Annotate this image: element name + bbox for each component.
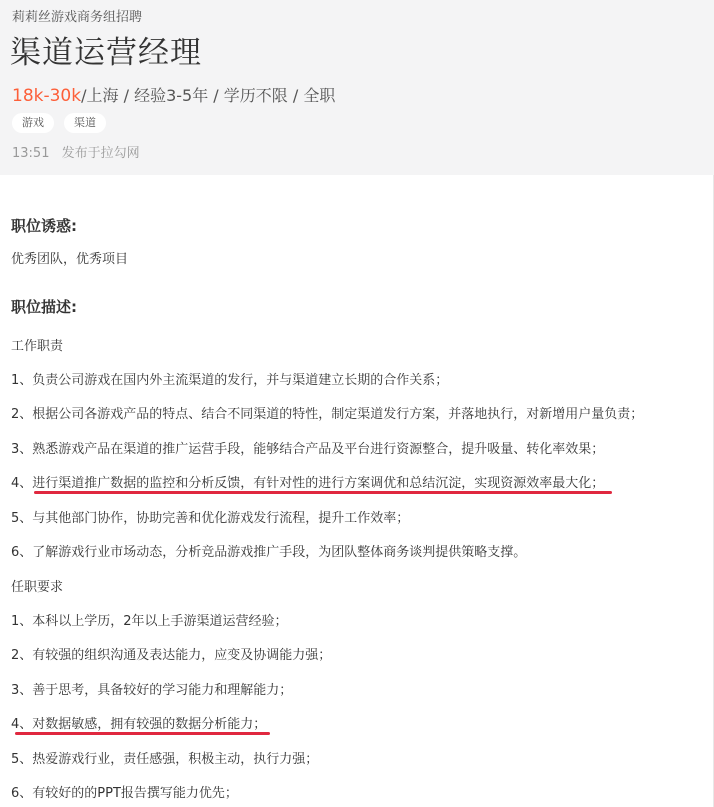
duty-item: 2、根据公司各游戏产品的特点、结合不同渠道的特性，制定渠道发行方案，并落地执行，对新增用户量负责； [11,407,644,422]
duty-item: 3、熟悉游戏产品在渠道的推广运营手段，能够结合产品及平台进行资源整合，提升吸量、转化率效果； [11,442,605,457]
highlighted-text: 对数据敏感，拥有较强的数据分析能力； [32,717,267,732]
requirements-heading: 任职要求 [11,580,64,595]
job-title: 渠道运营经理 [10,35,202,71]
job-header [0,0,714,175]
description-heading: 职位描述: [11,298,77,316]
job-experience: 经验3-5年 [134,86,209,105]
red-underline-mark [34,491,612,494]
duty-item: 6、了解游戏行业市场动态，分析竞品游戏推广手段，为团队整体商务谈判提供策略支撑。 [11,545,527,560]
requirement-item: 1、本科以上学历，2年以上手游渠道运营经验； [11,614,288,629]
duties-heading: 工作职责 [11,339,64,354]
salary: 18k-30k [12,86,82,106]
job-type: 全职 [303,86,336,105]
perks-heading: 职位诱惑: [11,217,77,235]
duty-number: 4、 [11,476,33,491]
perks-text: 优秀团队，优秀项目 [11,252,129,267]
tag-game[interactable]: 游戏 [12,113,54,133]
publish-time: 13:51 [12,146,50,161]
requirement-item: 6、有较好的的PPT报告撰写能力优先； [11,786,238,801]
requirement-number: 4、 [11,717,33,732]
publish-source: 发布于拉勾网 [61,146,140,161]
red-underline-mark [15,732,270,735]
meta-separator: / [287,86,304,105]
requirement-item: 2、有较强的组织沟通及表达能力，应变及协调能力强； [11,648,332,663]
company-name[interactable]: 莉莉丝游戏商务组招聘 [12,10,143,25]
meta-separator: / [118,86,135,105]
publish-info [12,145,140,163]
requirement-item: 3、善于思考，具备较好的学习能力和理解能力； [11,683,293,698]
job-education: 学历不限 [223,86,288,105]
tag-channel[interactable]: 渠道 [64,113,106,133]
job-tags [12,113,106,133]
highlighted-text: 进行渠道推广数据的监控和分析反馈，有针对性的进行方案调优和总结沉淀，实现资源效率最大化； [32,476,605,491]
duty-item: 1、负责公司游戏在国内外主流渠道的发行，并与渠道建立长期的合作关系； [11,373,449,388]
meta-separator: / [208,86,224,105]
requirement-item: 5、热爱游戏行业，责任感强，积极主动，执行力强； [11,752,319,767]
duty-item: 5、与其他部门协作，协助完善和优化游戏发行流程，提升工作效率； [11,511,410,526]
job-location: /上海 [81,86,119,105]
job-meta [12,84,335,108]
